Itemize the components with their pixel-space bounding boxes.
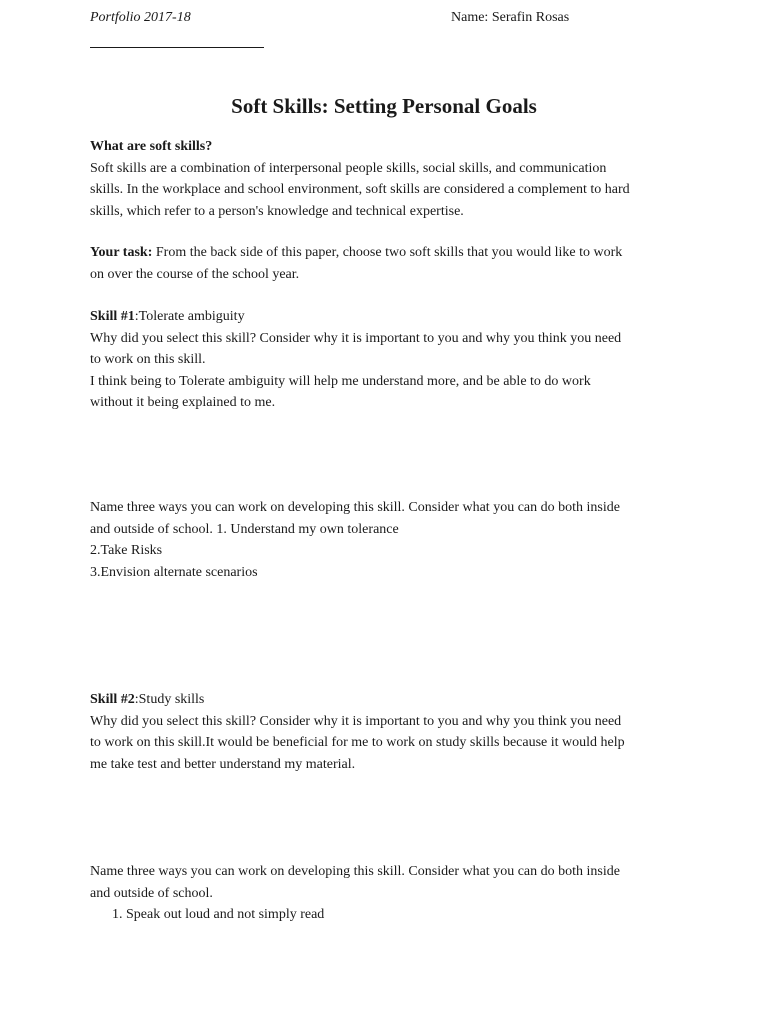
intro-section bbox=[90, 136, 690, 222]
skill1-question-1: Why did you select this skill? Consider why it is important to you and why you think you need bbox=[90, 330, 622, 346]
skill1-ways-section bbox=[90, 497, 690, 583]
portfolio-label: Portfolio 2017-18 bbox=[90, 10, 191, 25]
skill1-ways-4: 3.Envision alternate scenarios bbox=[90, 564, 258, 580]
skill1-heading bbox=[90, 306, 690, 328]
header-rule bbox=[90, 47, 264, 48]
intro-line-1: Soft skills are a combination of interpersonal people skills, social skills, and communication bbox=[90, 160, 607, 176]
skill2-ways-2: and outside of school. bbox=[90, 885, 213, 901]
intro-heading: What are soft skills? bbox=[90, 139, 213, 154]
intro-line-3: skills, which refer to a person's knowledge and technical expertise. bbox=[90, 203, 464, 219]
skill1-ways-3: 2.Take Risks bbox=[90, 543, 163, 558]
skill1-answer-2: without it being explained to me. bbox=[90, 395, 276, 410]
intro-line-2: skills. In the workplace and school environment, soft skills are considered a complement to hard bbox=[90, 182, 630, 197]
task-label: Your task: bbox=[90, 245, 153, 260]
skill2-label: Skill #2 bbox=[90, 692, 135, 707]
task-line-2: on over the course of the school year. bbox=[90, 266, 300, 282]
skill2-line-2: to work on this skill.It would be beneficial for me to work on study skills because it would help bbox=[90, 735, 625, 750]
skill2-line-3: me take test and better understand my material. bbox=[90, 756, 356, 772]
skill1-ways-2: and outside of school. 1. Understand my own tolerance bbox=[90, 521, 399, 537]
skill2-section bbox=[90, 689, 690, 775]
skill1-question-2: to work on this skill. bbox=[90, 352, 206, 367]
skill2-list-item-1: 1. Speak out loud and not simply read bbox=[112, 907, 325, 922]
task-line-1 bbox=[90, 242, 690, 264]
skill1-value: :Tolerate ambiguity bbox=[134, 309, 245, 324]
skill2-heading bbox=[90, 689, 690, 711]
page-title: Soft Skills: Setting Personal Goals bbox=[231, 94, 537, 118]
skill2-ways-section bbox=[90, 861, 690, 926]
skill2-line-1: Why did you select this skill? Consider why it is important to you and why you think you need bbox=[90, 713, 622, 729]
skill1-section bbox=[90, 306, 690, 414]
task-section bbox=[90, 242, 690, 285]
skill2-value: :Study skills bbox=[134, 692, 205, 707]
skill1-ways-1: Name three ways you can work on developing this skill. Consider what you can do both inside bbox=[90, 500, 620, 515]
skill1-label: Skill #1 bbox=[90, 309, 135, 324]
skill1-answer-1: I think being to Tolerate ambiguity will help me understand more, and be able to do work bbox=[90, 373, 591, 389]
skill2-ways-1: Name three ways you can work on developing this skill. Consider what you can do both inside bbox=[90, 864, 620, 879]
task-text-1: From the back side of this paper, choose two soft skills that you would like to work bbox=[152, 245, 623, 260]
student-name: Name: Serafin Rosas bbox=[451, 10, 570, 25]
